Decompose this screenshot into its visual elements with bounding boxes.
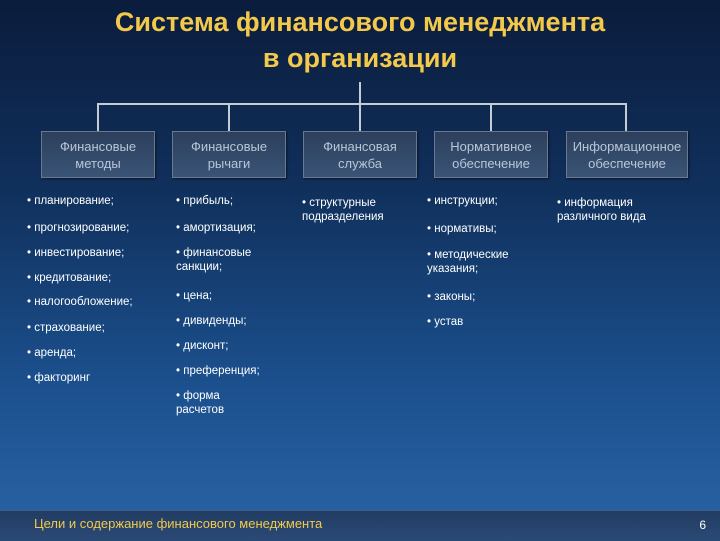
page-number: 6	[699, 518, 706, 532]
list-item: • инструкции;	[427, 194, 498, 208]
list-item: • дивиденды;	[176, 314, 247, 328]
list-item: • дисконт;	[176, 339, 229, 353]
box-financial-service: Финансовая служба	[303, 131, 417, 178]
box-financial-methods: Финансовые методы	[41, 131, 155, 178]
box-information-support: Информационное обеспечение	[566, 131, 688, 178]
connector-trunk	[359, 82, 361, 104]
title-line-2: в организации	[262, 43, 458, 73]
list-item: • аренда;	[27, 346, 76, 360]
connector-horizontal	[97, 103, 627, 105]
list-item: • факторинг	[27, 371, 90, 385]
title-line-1: Система финансового менеджмента	[114, 7, 606, 37]
connector-drop-2	[228, 103, 230, 131]
list-item: • инвестирование;	[27, 246, 124, 260]
slide-title	[0, 4, 720, 76]
list-item: • нормативы;	[427, 222, 497, 236]
list-item: • кредитование;	[27, 271, 111, 285]
connector-drop-1	[97, 103, 99, 131]
connector-drop-3	[359, 103, 361, 131]
list-item: • информация различного вида	[557, 196, 675, 224]
box-regulatory-support: Нормативное обеспечение	[434, 131, 548, 178]
list-item: • страхование;	[27, 321, 105, 335]
list-item: • прогнозирование;	[27, 221, 129, 235]
list-item: • методические указания;	[427, 248, 537, 276]
box-financial-levers: Финансовые рычаги	[172, 131, 286, 178]
connector-drop-4	[490, 103, 492, 131]
footer-text: Цели и содержание финансового менеджмента	[34, 516, 323, 531]
list-item: • преференция;	[176, 364, 260, 378]
list-item: • форма расчетов	[176, 389, 246, 417]
connector-drop-5	[625, 103, 627, 131]
list-item: • законы;	[427, 290, 475, 304]
list-item: • цена;	[176, 289, 212, 303]
list-item: • структурные подразделения	[302, 196, 410, 224]
list-item: • налогообложение;	[27, 295, 133, 309]
list-item: • планирование;	[27, 194, 114, 208]
list-item: • прибыль;	[176, 194, 233, 208]
list-item: • устав	[427, 315, 463, 329]
list-item: • амортизация;	[176, 221, 256, 235]
list-item: • финансовые санкции;	[176, 246, 288, 274]
